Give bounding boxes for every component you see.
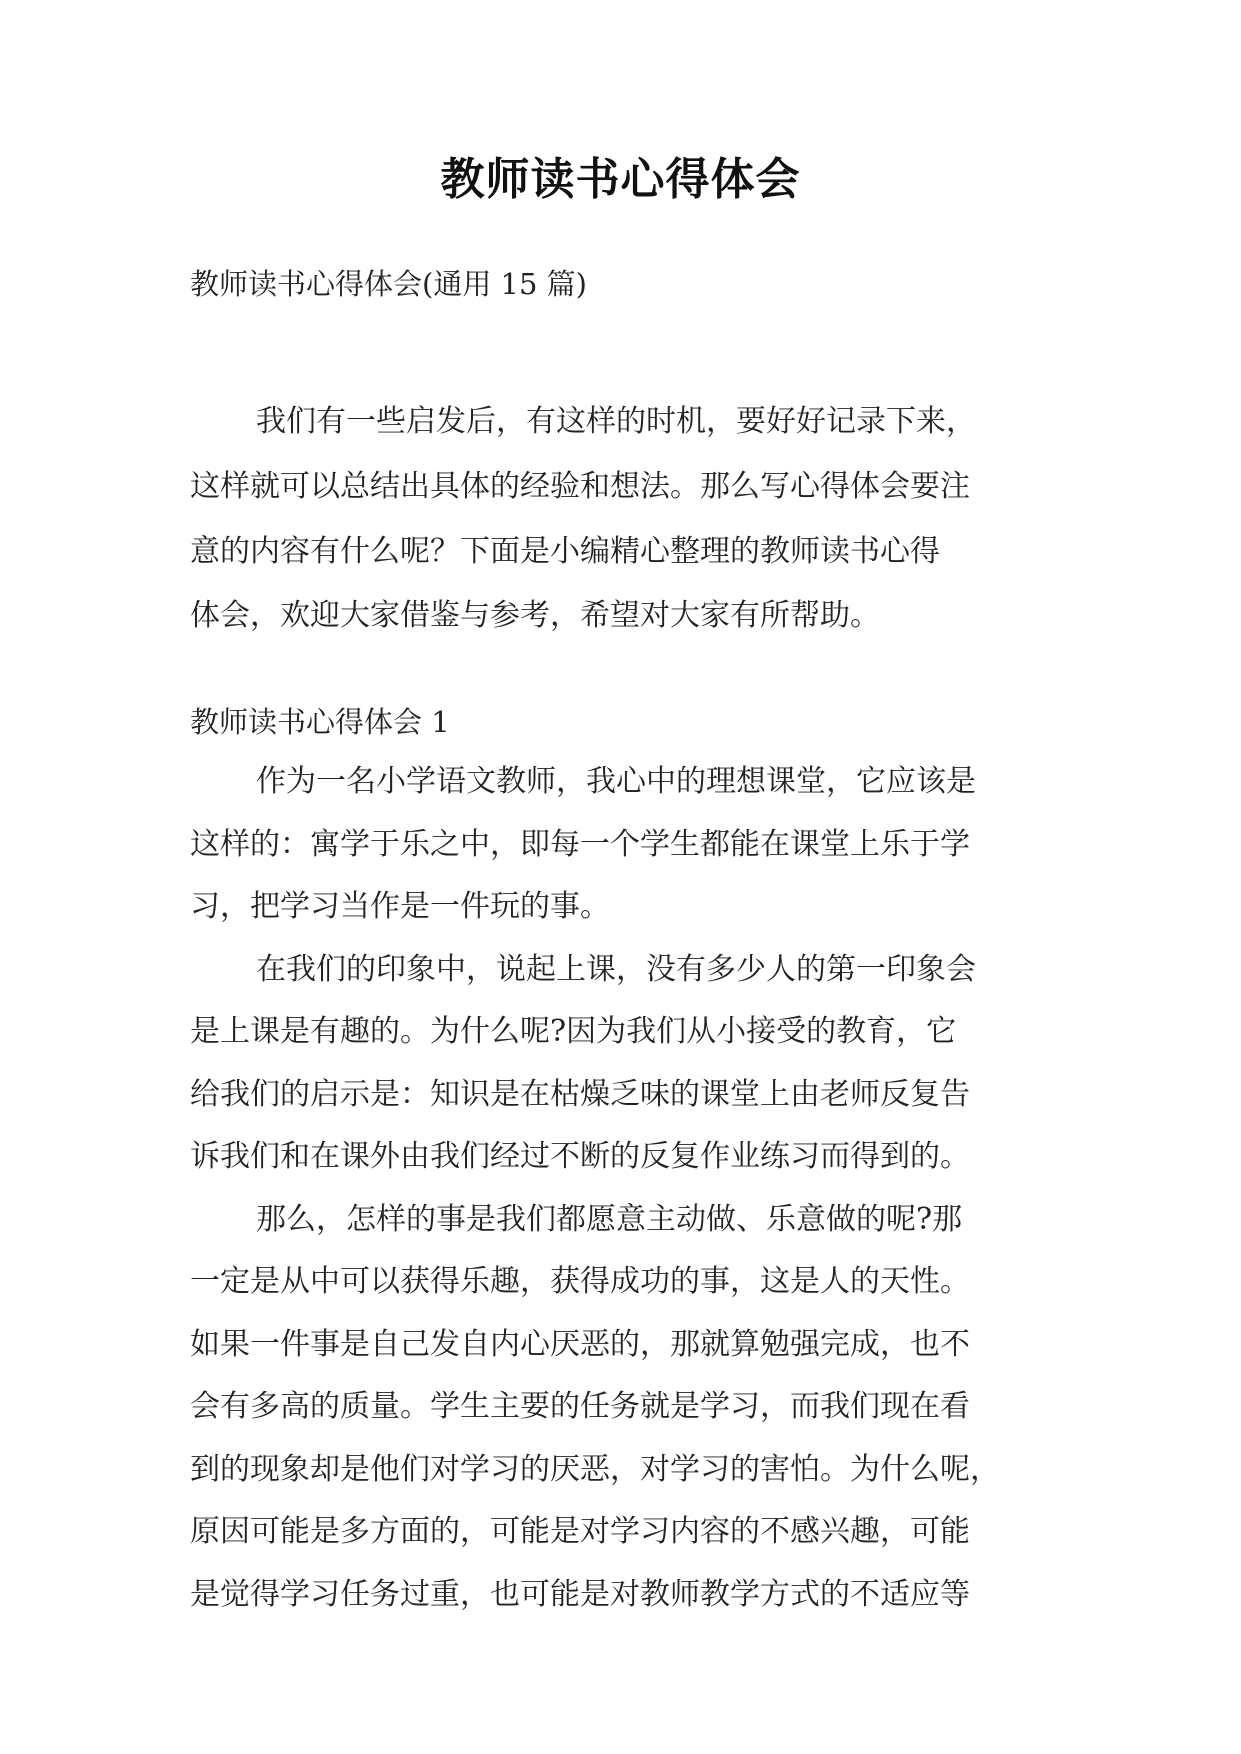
intro-line: 体会，欢迎大家借鉴与参考，希望对大家有所帮助。	[190, 598, 880, 633]
paragraph-line: 到的现象却是他们对学习的厌恶，对学习的害怕。为什么呢，	[190, 1452, 1000, 1487]
paragraph-line: 是觉得学习任务过重，也可能是对教师教学方式的不适应等	[190, 1577, 970, 1612]
intro-line: 意的内容有什么呢？下面是小编精心整理的教师读书心得	[190, 534, 940, 569]
paragraph-line: 是上课是有趣的。为什么呢?因为我们从小接受的教育，它	[190, 1014, 957, 1049]
paragraph-line: 诉我们和在课外由我们经过不断的反复作业练习而得到的。	[190, 1139, 970, 1174]
paragraph-line: 会有多高的质量。学生主要的任务就是学习，而我们现在看	[190, 1389, 970, 1424]
paragraph-line: 一定是从中可以获得乐趣，获得成功的事，这是人的天性。	[190, 1264, 970, 1299]
paragraph-line: 习，把学习当作是一件玩的事。	[190, 889, 610, 924]
paragraph-line: 那么，怎样的事是我们都愿意主动做、乐意做的呢?那	[256, 1202, 963, 1237]
paragraph-line: 原因可能是多方面的，可能是对学习内容的不感兴趣，可能	[190, 1514, 970, 1549]
paragraph-line: 在我们的印象中，说起上课，没有多少人的第一印象会	[256, 952, 976, 987]
paragraph-line: 如果一件事是自己发自内心厌恶的，那就算勉强完成，也不	[190, 1327, 970, 1362]
document-title: 教师读书心得体会	[440, 154, 801, 205]
document-subtitle: 教师读书心得体会(通用 15 篇)	[190, 267, 587, 301]
paragraph-line: 作为一名小学语文教师，我心中的理想课堂，它应该是	[256, 764, 976, 799]
intro-line: 我们有一些启发后，有这样的时机，要好好记录下来，	[256, 404, 976, 439]
paragraph-line: 给我们的启示是：知识是在枯燥乏味的课堂上由老师反复告	[190, 1077, 970, 1112]
section-heading: 教师读书心得体会 1	[190, 705, 450, 739]
paragraph-line: 这样的：寓学于乐之中，即每一个学生都能在课堂上乐于学	[190, 827, 970, 862]
intro-line: 这样就可以总结出具体的经验和想法。那么写心得体会要注	[190, 469, 970, 504]
